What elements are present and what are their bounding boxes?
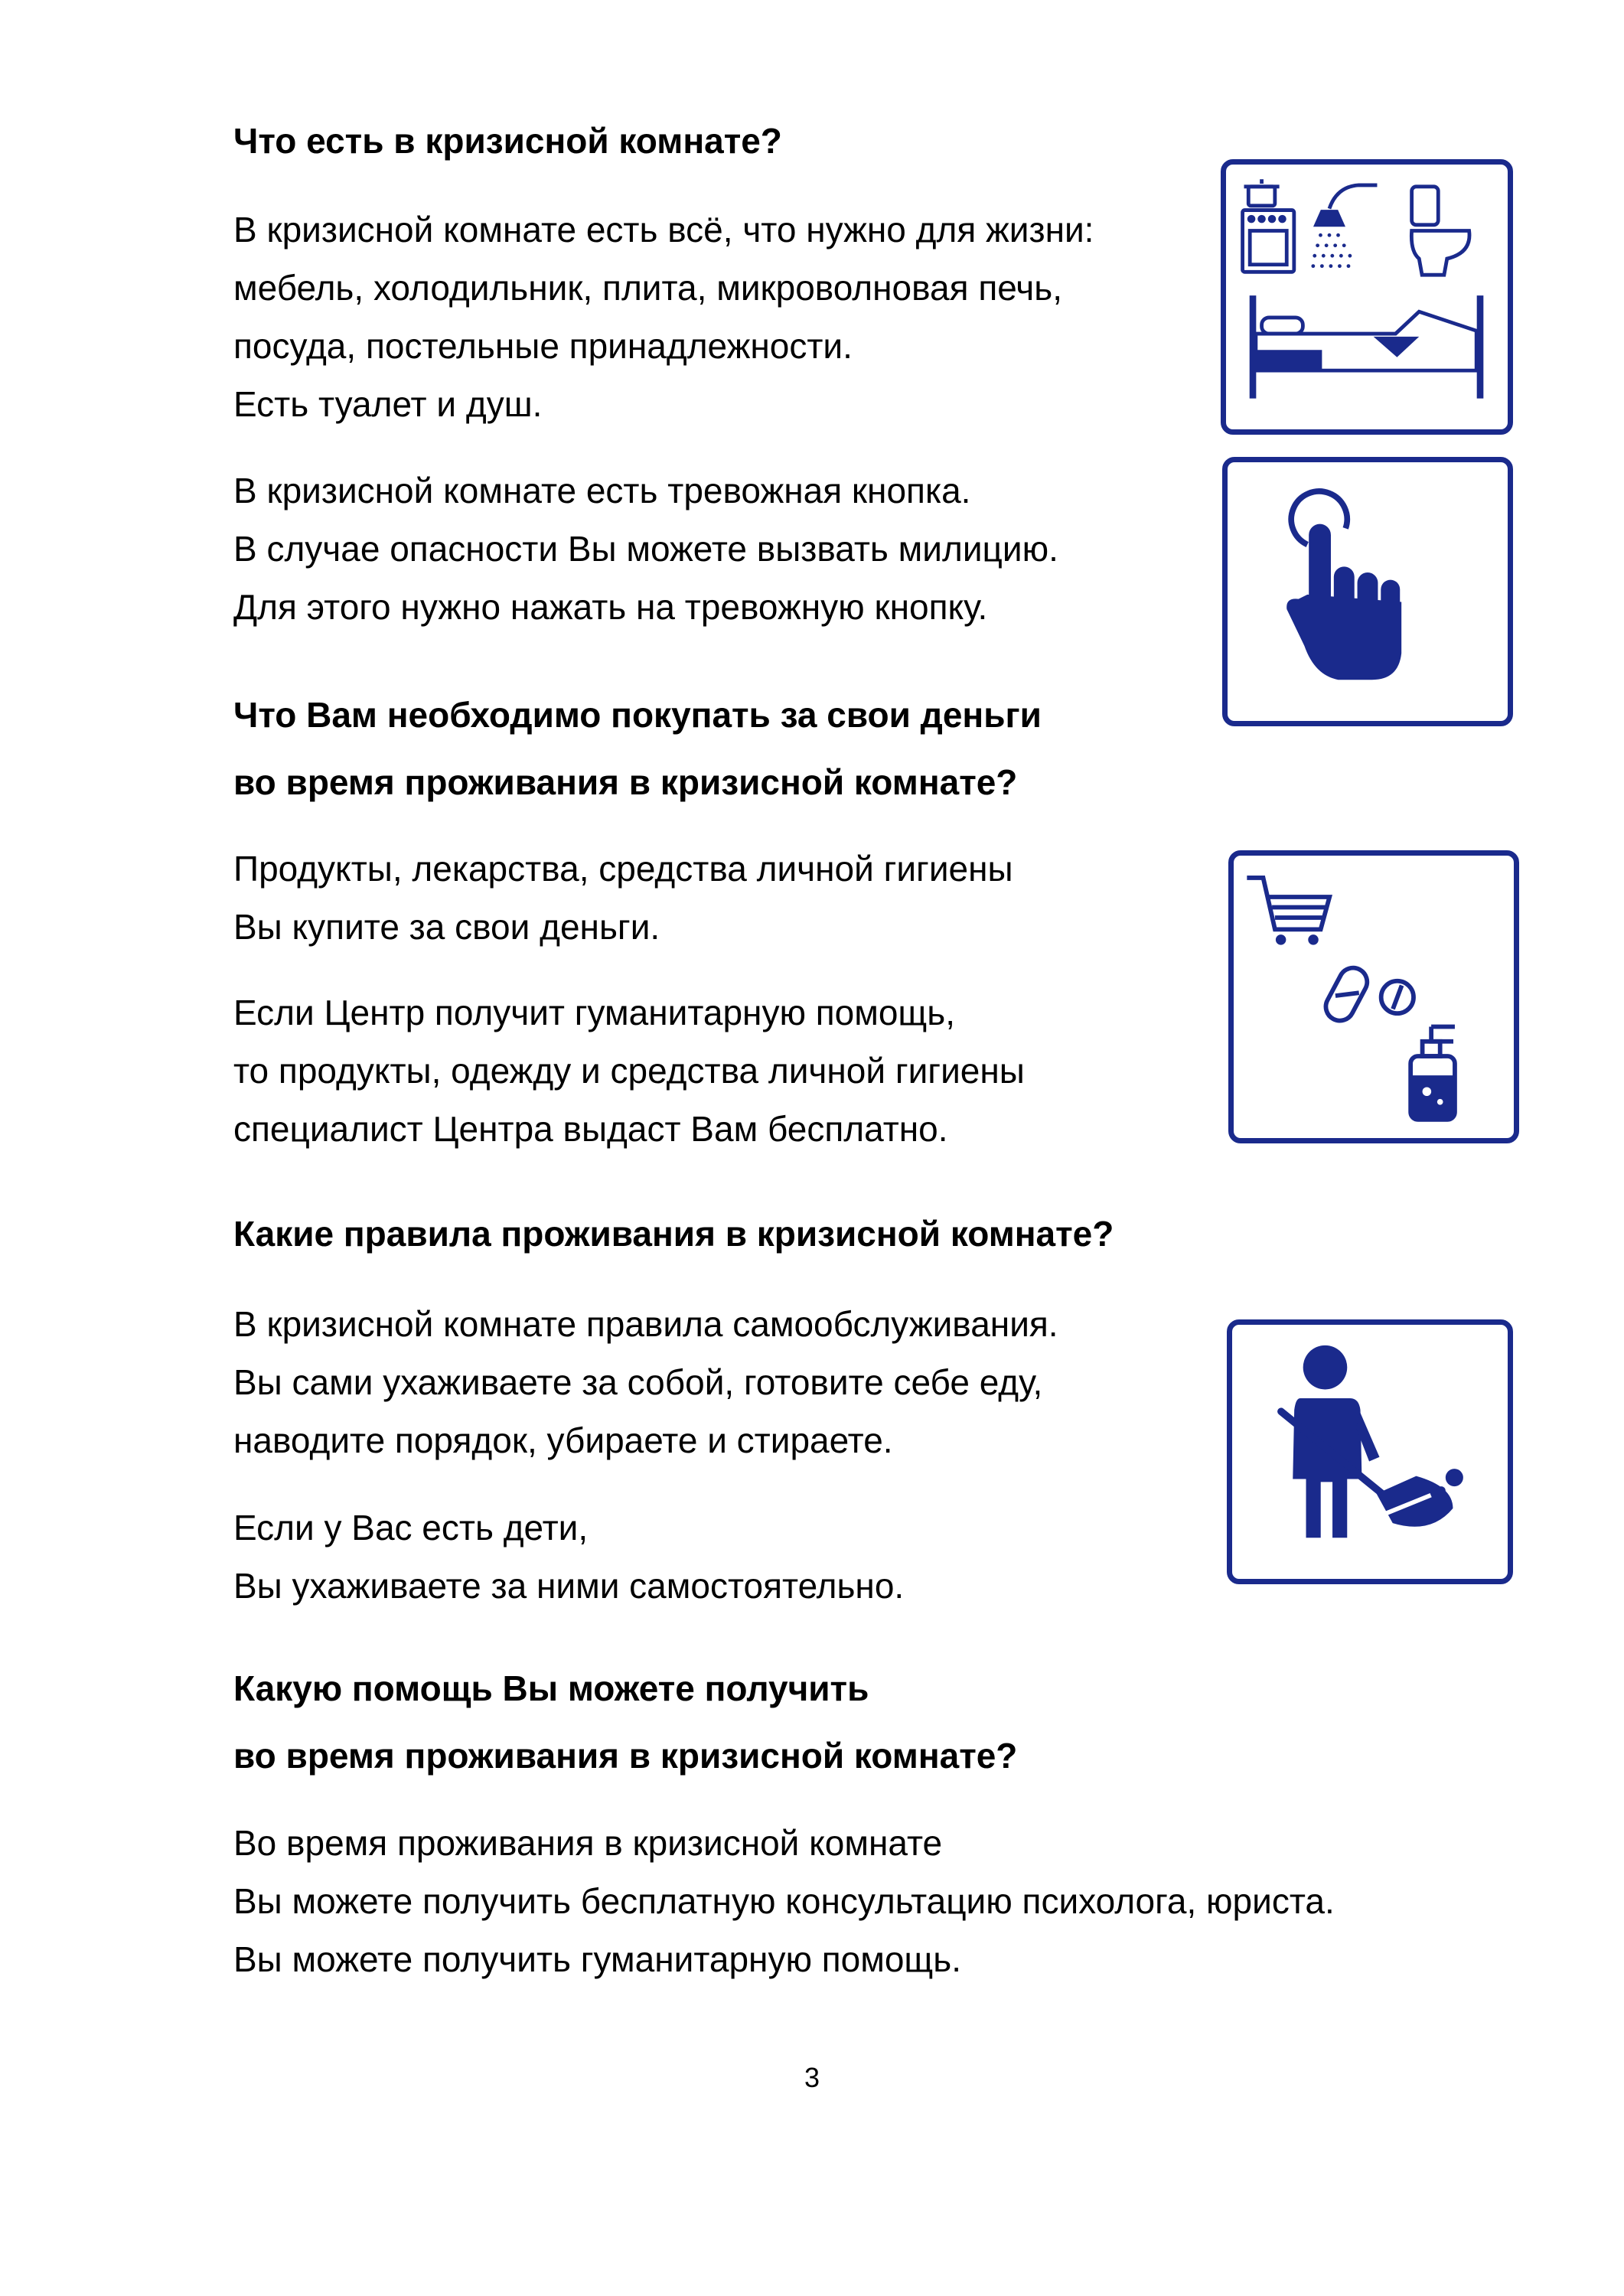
heading-living-rules: Какие правила проживания в кризисной комнате?: [233, 1214, 1114, 1254]
paragraph-room-amenities: В кризисной комнате есть всё, что нужно для жизни: мебель, холодильник, плита, микроволновая печь, посуда, постельные принадлежности. Есть туалет и душ.: [233, 210, 1094, 424]
person-sweeping-icon: [1227, 1319, 1513, 1584]
paragraph-children-care: Если у Вас есть дети, Вы ухаживаете за ними самостоятельно.: [233, 1508, 905, 1606]
paragraph-humanitarian-aid: Если Центр получит гуманитарную помощь, то продукты, одежду и средства личной гигиены специалист Центра выдаст Вам бесплатно.: [233, 993, 1025, 1149]
paragraph-consultations: Во время проживания в кризисной комнате Вы можете получить бесплатную консультацию психолога, юриста. Вы можете получить гуманитарную помощь.: [233, 1823, 1335, 1979]
shopping-cart-pills-soap-icon: [1228, 850, 1519, 1143]
page-number: 3: [804, 2062, 820, 2093]
alarm-button-press-icon: [1222, 457, 1513, 726]
heading-whats-in-room: Что есть в кризисной комнате?: [233, 121, 782, 161]
heading-available-help: Какую помощь Вы можете получить во время проживания в кризисной комнате?: [233, 1668, 1018, 1776]
heading-what-to-buy: Что Вам необходимо покупать за свои деньги во время проживания в кризисной комнате?: [233, 695, 1042, 802]
paragraph-own-purchases: Продукты, лекарства, средства личной гигиены Вы купите за свои деньги.: [233, 849, 1013, 947]
paragraph-self-service: В кризисной комнате правила самообслуживания. Вы сами ухаживаете за собой, готовите себе еду, наводите порядок, убираете и стираете.: [233, 1304, 1058, 1460]
paragraph-alarm-button: В кризисной комнате есть тревожная кнопка. В случае опасности Вы можете вызвать милицию. Для этого нужно нажать на тревожную кнопку.: [233, 471, 1058, 627]
stove-shower-toilet-bed-icon: [1221, 159, 1513, 435]
